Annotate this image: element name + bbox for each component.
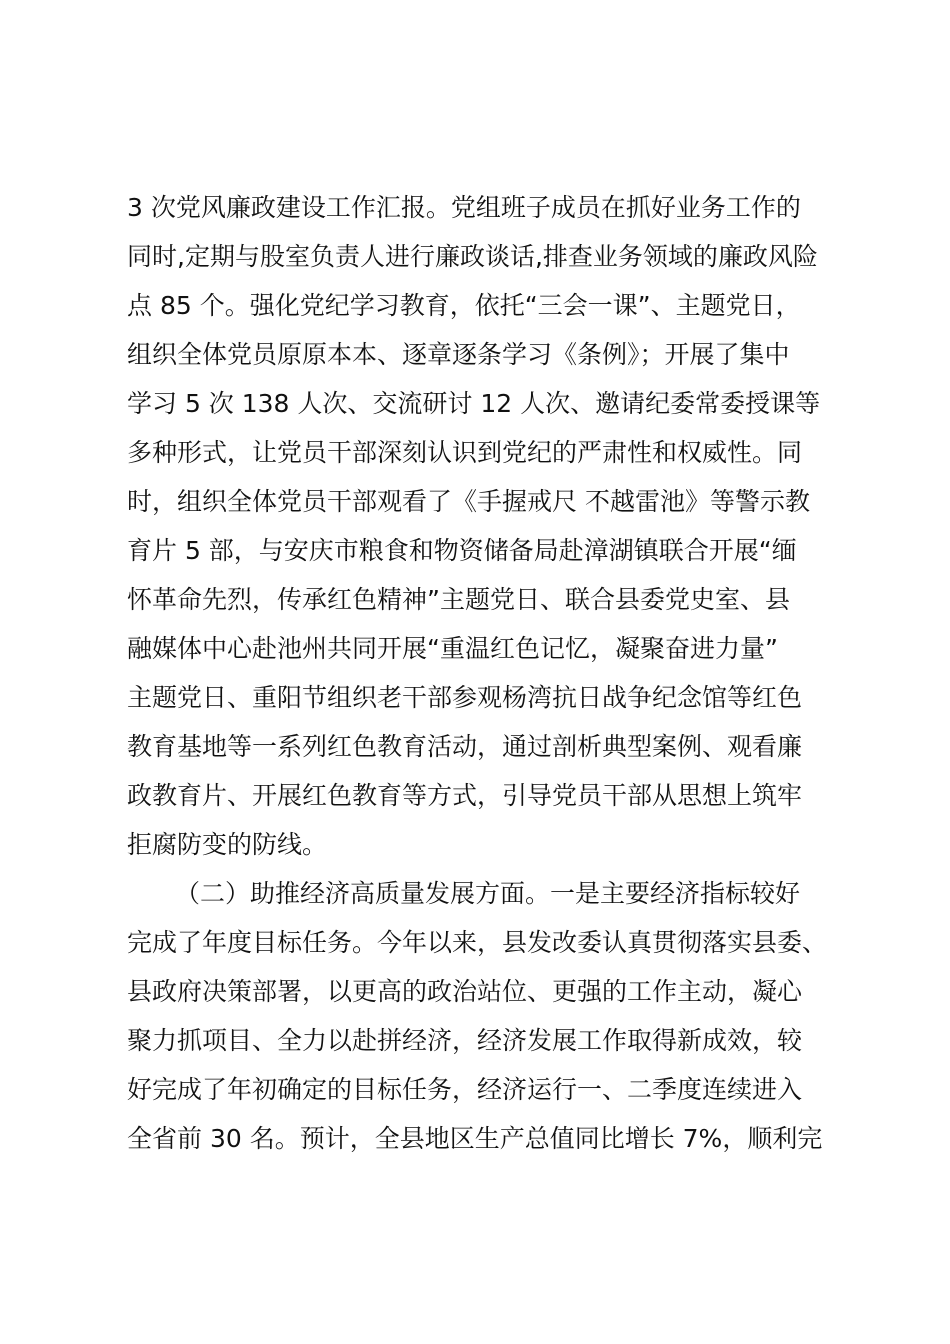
text-line: 教育基地等一系列红色教育活动，通过剖析典型案例、观看廉 [127, 732, 803, 761]
text-line: 同时,定期与股室负责人进行廉政谈话,排查业务领域的廉政风险 [127, 242, 818, 271]
text-line: 政教育片、开展红色教育等方式，引导党员干部从思想上筑牢 [127, 781, 803, 810]
text-line: 3 次党风廉政建设工作汇报。党组班子成员在抓好业务工作的 [127, 193, 801, 222]
text-line: 拒腐防变的防线。 [127, 830, 328, 859]
text-line: 育片 5 部，与安庆市粮食和物资储备局赴漳湖镇联合开展“缅 [127, 536, 797, 565]
text-line: 融媒体中心赴池州共同开展“重温红色记忆，凝聚奋进力量” [127, 634, 778, 663]
text-line: 县政府决策部署，以更高的政治站位、更强的工作主动，凝心 [127, 977, 803, 1006]
text-line: 学习 5 次 138 人次、交流研讨 12 人次、邀请纪委常委授课等 [127, 389, 821, 418]
text-line: 全省前 30 名。预计，全县地区生产总值同比增长 7%，顺利完 [127, 1124, 823, 1153]
text-line: 点 85 个。强化党纪学习教育，依托“三会一课”、主题党日， [127, 291, 801, 320]
text-line: 组织全体党员原原本本、逐章逐条学习《条例》；开展了集中 [127, 340, 790, 369]
text-line: 主题党日、重阳节组织老干部参观杨湾抗日战争纪念馆等红色 [127, 683, 803, 712]
section-heading-line: （二）助推经济高质量发展方面。一是主要经济指标较好 [175, 879, 801, 908]
body-text [127, 183, 867, 1163]
text-line: 多种形式，让党员干部深刻认识到党纪的严肃性和权威性。同 [127, 438, 803, 467]
text-line: 时，组织全体党员干部观看了《手握戒尺 不越雷池》等警示教 [127, 487, 810, 516]
text-line: 怀革命先烈，传承红色精神”主题党日、联合县委党史室、县 [127, 585, 790, 614]
text-line: 好完成了年初确定的目标任务，经济运行一、二季度连续进入 [127, 1075, 803, 1104]
text-line: 完成了年度目标任务。今年以来，县发改委认真贯彻落实县委、 [127, 928, 828, 957]
text-line: 聚力抓项目、全力以赴拼经济，经济发展工作取得新成效，较 [127, 1026, 803, 1055]
